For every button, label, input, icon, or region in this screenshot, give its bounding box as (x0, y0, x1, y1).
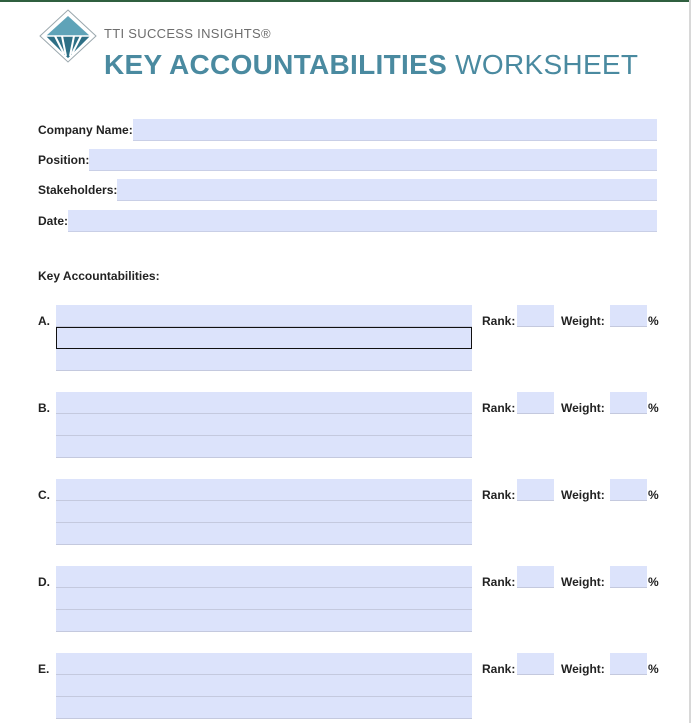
accountability-letter: B. (38, 401, 50, 415)
weight-e-field[interactable] (610, 653, 647, 675)
accountability-a-line-1[interactable] (56, 305, 472, 327)
accountability-b-line-3[interactable] (56, 436, 472, 458)
stakeholders-label: Stakeholders: (38, 183, 118, 197)
accountability-e-line-1[interactable] (56, 653, 472, 675)
rank-label: Rank: (482, 488, 516, 502)
rank-label: Rank: (482, 401, 516, 415)
accountability-letter: E. (38, 662, 50, 676)
accountability-c-line-2[interactable] (56, 501, 472, 523)
date-label: Date: (38, 214, 69, 228)
accountability-d-line-1[interactable] (56, 566, 472, 588)
diamond-logo-icon (38, 8, 98, 64)
accountability-c-line-3[interactable] (56, 523, 472, 545)
position-label: Position: (38, 153, 90, 167)
accountability-e-line-2[interactable] (56, 675, 472, 697)
stakeholders-row (38, 179, 657, 201)
accountability-c-lines (56, 479, 472, 545)
weight-label: Weight: (561, 314, 605, 328)
percent-sign: % (648, 662, 659, 676)
rank-e-field[interactable] (517, 653, 554, 675)
percent-sign: % (648, 401, 659, 415)
position-row (38, 149, 657, 171)
weight-a-field[interactable] (610, 305, 647, 327)
accountability-letter: C. (38, 488, 50, 502)
accountability-letter: A. (38, 314, 50, 328)
weight-label: Weight: (561, 575, 605, 589)
accountability-e-line-3[interactable] (56, 697, 472, 719)
company-row (38, 119, 657, 141)
company-label: Company Name: (38, 123, 133, 137)
rank-d-field[interactable] (517, 566, 554, 588)
accountability-d-lines (56, 566, 472, 632)
accountability-d-line-2[interactable] (56, 588, 472, 610)
percent-sign: % (648, 488, 659, 502)
rank-label: Rank: (482, 662, 516, 676)
accountability-e-lines (56, 653, 472, 719)
date-row (38, 210, 657, 232)
stakeholders-field[interactable] (117, 179, 657, 201)
accountability-d-line-3[interactable] (56, 610, 472, 632)
weight-b-field[interactable] (610, 392, 647, 414)
weight-c-field[interactable] (610, 479, 647, 501)
date-field[interactable] (68, 210, 657, 232)
weight-label: Weight: (561, 401, 605, 415)
rank-c-field[interactable] (517, 479, 554, 501)
position-field[interactable] (89, 149, 657, 171)
weight-label: Weight: (561, 662, 605, 676)
weight-d-field[interactable] (610, 566, 647, 588)
brand-name: TTI SUCCESS INSIGHTS® (104, 26, 271, 41)
accountability-a-line-2[interactable] (56, 327, 472, 349)
rank-b-field[interactable] (517, 392, 554, 414)
page-title (104, 49, 638, 81)
accountability-a-line-3[interactable] (56, 349, 472, 371)
accountability-c-line-1[interactable] (56, 479, 472, 501)
accountability-a-lines (56, 305, 472, 371)
accountability-letter: D. (38, 575, 50, 589)
accountability-b-lines (56, 392, 472, 458)
rank-label: Rank: (482, 575, 516, 589)
rank-a-field[interactable] (517, 305, 554, 327)
accountability-b-line-1[interactable] (56, 392, 472, 414)
accountability-b-line-2[interactable] (56, 414, 472, 436)
percent-sign: % (648, 575, 659, 589)
weight-label: Weight: (561, 488, 605, 502)
title-light: WORKSHEET (455, 49, 639, 80)
key-accountabilities-heading: Key Accountabilities: (38, 269, 160, 283)
title-bold: KEY ACCOUNTABILITIES (104, 49, 448, 80)
rank-label: Rank: (482, 314, 516, 328)
top-border (0, 0, 691, 2)
percent-sign: % (648, 314, 659, 328)
company-name-field[interactable] (133, 119, 657, 141)
